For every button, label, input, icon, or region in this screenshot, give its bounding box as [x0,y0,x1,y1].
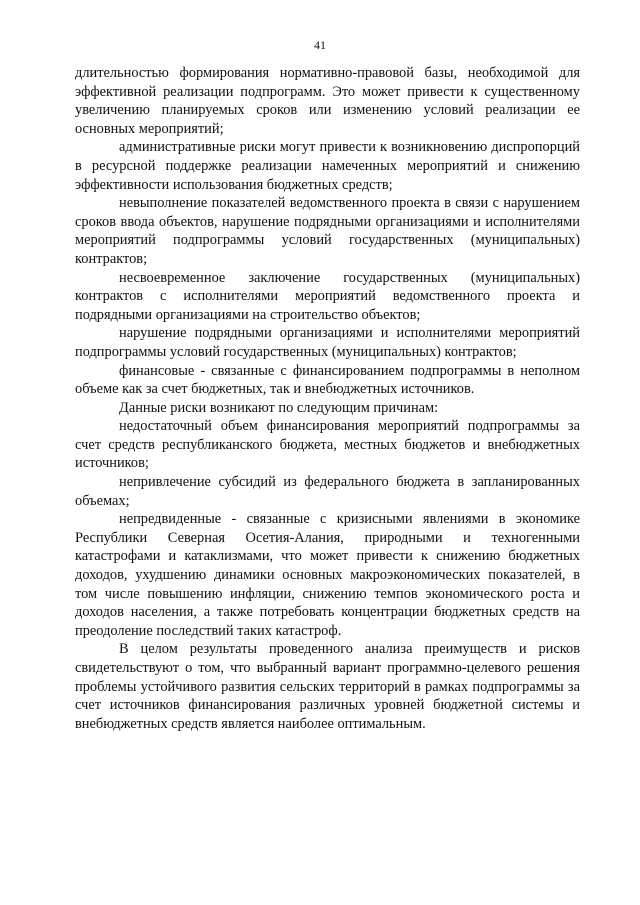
paragraph-administrative-risks: административные риски могут привести к возникновению диспропорций в ресурсной поддержке реализации намеченных мероприятий и снижению эффективности использования бюджетных средств; [75,139,580,193]
paragraph-contract-violations: нарушение подрядными организациями и исполнителями мероприятий подпрограммы условий государственных (муниципальных) контрактов; [75,325,580,360]
paragraph-continuation: длительностью формирования нормативно-правовой базы, необходимой для эффективной реализации подпрограмм. Это может привести к существенному увеличению планируемых сроков или изменению условий реализации ее основных мероприятий; [75,65,580,137]
paragraph-risk-causes: Данные риски возникают по следующим причинам: [119,399,439,416]
paragraph-unforeseen-risks: непредвиденные - связанные с кризисными явлениями в экономике Республики Северная Осетия-Алания, природными и техногенными катастрофами и катаклизмами, что может привести к снижению бюджетных доходов, ухудшению динамики основных макроэкономических показателей, в том числе повышению инфляции, снижению темпов экономического роста и доходов населения, а также потребовать концентрации бюджетных средств на преодоление последствий таких катастроф. [75,511,580,639]
page-number: 41 [314,38,326,52]
paragraph-federal-subsidies: непривлечение субсидий из федерального бюджета в запланированных объемах; [75,474,580,509]
paragraph-project-indicators: невыполнение показателей ведомственного проекта в связи с нарушением сроков ввода объектов, нарушение подрядными организациями и исполнителями мероприятий подпрограммы условий государственных (муниципальных) контрактов; [75,195,580,267]
paragraph-insufficient-funding: недостаточный объем финансирования мероприятий подпрограммы за счет средств республиканского бюджета, местных бюджетов и внебюджетных источников; [75,418,580,472]
paragraph-conclusion: В целом результаты проведенного анализа преимуществ и рисков свидетельствуют о том, что выбранный вариант программно-целевого решения проблемы устойчивого развития сельских территорий в рамках подпрограммы за счет источников финансирования различных уровней бюджетной системы и внебюджетных средств является наиболее оптимальным. [75,641,580,732]
paragraph-contracts-delay: несвоевременное заключение государственных (муниципальных) контрактов с исполнителями мероприятий ведомственного проекта и подрядными организациями на строительство объектов; [75,269,580,323]
body-text [75,64,580,733]
paragraph-financial-risks: финансовые - связанные с финансированием подпрограммы в неполном объеме как за счет бюджетных, так и внебюджетных источников. [75,362,580,398]
